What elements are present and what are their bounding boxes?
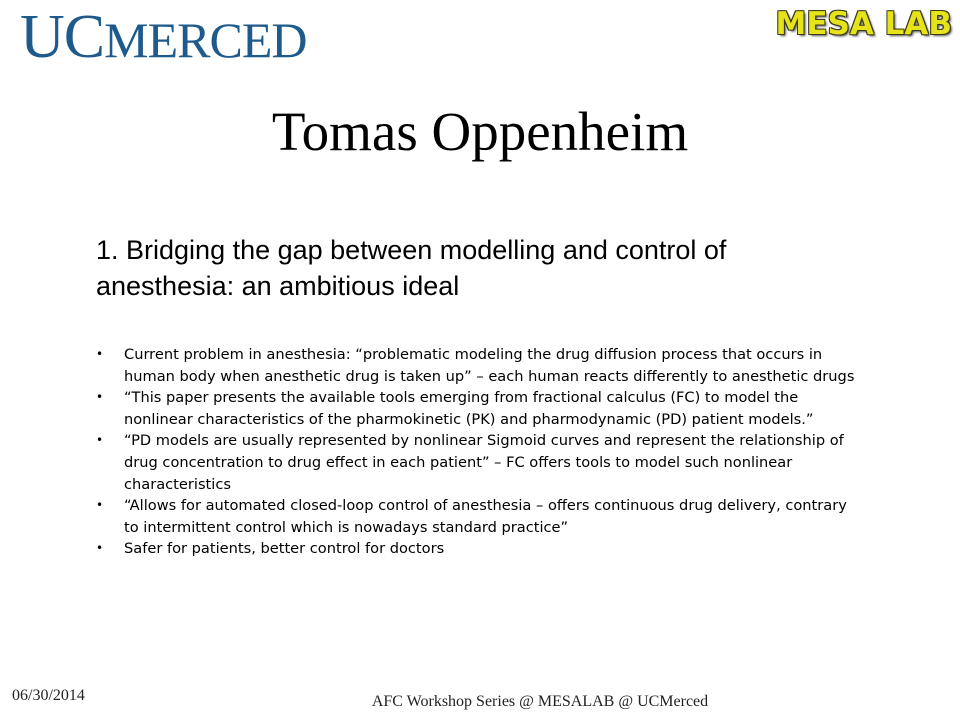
bullet-item — [96, 387, 856, 430]
logo-uc-text: UC — [20, 3, 105, 71]
bullet-dot: • — [96, 541, 104, 556]
bullet-text: “Allows for automated closed-loop control of anesthesia – offers continuous drug delivery, contrary to intermittent control which is nowadays standard practice” — [124, 497, 847, 536]
slide-heading: 1. Bridging the gap between modelling and control of anesthesia: an ambitious ideal — [96, 235, 727, 301]
bullet-item — [96, 430, 856, 495]
bullet-item — [96, 495, 856, 538]
bullet-item — [96, 538, 856, 560]
ucmerced-logo — [20, 3, 307, 71]
logo-merced-text: MERCED — [104, 12, 307, 68]
bullet-dot: • — [96, 390, 104, 405]
bullet-list — [96, 344, 856, 560]
bullet-item — [96, 344, 856, 387]
bullet-text: “PD models are usually represented by nonlinear Sigmoid curves and represent the relationship of drug concentration to drug effect in each patient” – FC offers tools to model such nonlinear characteristics — [124, 432, 844, 493]
bullet-text: Current problem in anesthesia: “problematic modeling the drug diffusion process that occurs in human body when anesthetic drug is taken up” – each human reacts differently to anesthetic drugs — [124, 346, 855, 385]
slide-date: 06/30/2014 — [12, 687, 85, 704]
slide-title: Tomas Oppenheim — [271, 101, 689, 162]
footer-series: AFC Workshop Series @ MESALAB @ UCMerced — [371, 693, 709, 710]
bullet-dot: • — [96, 347, 104, 361]
bullet-text: “This paper presents the available tools emerging from fractional calculus (FC) to model the nonlinear characteristics of the pharmokinetic (PK) and pharmodynamic (PD) patient models.” — [124, 389, 814, 428]
mesa-lab-logo: MESA LAB — [775, 6, 952, 42]
bullet-dot: • — [96, 498, 104, 513]
bullet-dot: • — [96, 433, 104, 448]
bullet-text: Safer for patients, better control for doctors — [124, 540, 445, 558]
